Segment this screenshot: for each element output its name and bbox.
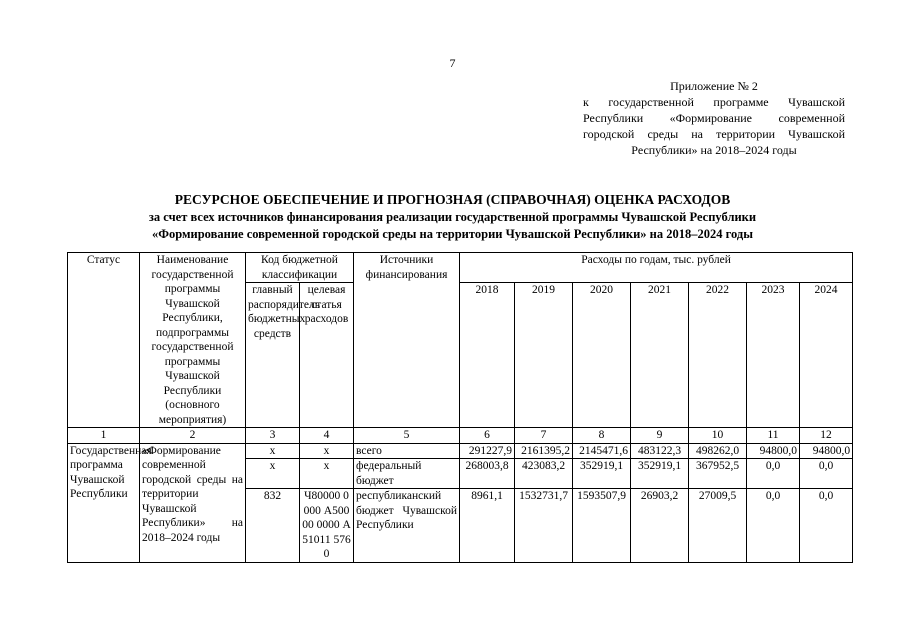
title-line-1: РЕСУРСНОЕ ОБЕСПЕЧЕНИЕ И ПРОГНОЗНАЯ (СПРАВОЧНАЯ) ОЦЕНКА РАСХОДОВ bbox=[174, 192, 731, 207]
table-row bbox=[68, 443, 853, 459]
value-cell: 268003,8 bbox=[460, 459, 515, 489]
value-cell: 8961,1 bbox=[460, 489, 515, 563]
header-budget-code: Код бюджетной классификации bbox=[246, 253, 354, 283]
header-year: 2021 bbox=[631, 283, 689, 428]
column-number: 4 bbox=[300, 428, 354, 444]
status-cell: Государственная программа Чувашской Республики bbox=[68, 443, 140, 562]
appendix-line-3: Республики «Формирование современной bbox=[583, 111, 845, 125]
column-number: 1 bbox=[68, 428, 140, 444]
header-year: 2018 bbox=[460, 283, 515, 428]
column-number: 5 bbox=[354, 428, 460, 444]
value-cell: 27009,5 bbox=[689, 489, 747, 563]
header-row-1 bbox=[68, 253, 853, 283]
target-cell: х bbox=[300, 443, 354, 459]
value-cell: 2161395,2 bbox=[515, 443, 573, 459]
value-cell: 1532731,7 bbox=[515, 489, 573, 563]
appendix-line-2: к государственной программе Чувашской bbox=[583, 95, 845, 109]
header-year: 2019 bbox=[515, 283, 573, 428]
header-year: 2024 bbox=[800, 283, 853, 428]
title-line-3: «Формирование современной городской среды на территории Чувашской Республики» на 2018–2024 годы bbox=[152, 227, 753, 241]
value-cell: 1593507,9 bbox=[573, 489, 631, 563]
column-number: 12 bbox=[800, 428, 853, 444]
header-name: Наименование государственной программы Чувашской Республики, подпрограммы государственной программы Чувашской Республики (основного мероприятия) bbox=[140, 253, 246, 428]
column-number: 7 bbox=[515, 428, 573, 444]
value-cell: 0,0 bbox=[800, 489, 853, 563]
header-sources: Источники финансирования bbox=[354, 253, 460, 428]
header-expenses: Расходы по годам, тыс. рублей bbox=[460, 253, 853, 283]
value-cell: 352919,1 bbox=[573, 459, 631, 489]
page-number: 7 bbox=[449, 56, 456, 70]
value-cell: 26903,2 bbox=[631, 489, 689, 563]
appendix-line-4: городской среды на территории Чувашской bbox=[583, 127, 845, 141]
header-year: 2020 bbox=[573, 283, 631, 428]
header-target-item: целевая статья расходов bbox=[300, 283, 354, 428]
value-cell: 291227,9 bbox=[460, 443, 515, 459]
value-cell: 2145471,6 bbox=[573, 443, 631, 459]
column-number: 11 bbox=[747, 428, 800, 444]
value-cell: 0,0 bbox=[747, 459, 800, 489]
title-line-2: за счет всех источников финансирования реализации государственной программы Чувашской Республики bbox=[148, 210, 757, 224]
resource-table bbox=[67, 252, 853, 563]
value-cell: 423083,2 bbox=[515, 459, 573, 489]
grbs-cell: 832 bbox=[246, 489, 300, 563]
source-cell: федеральный бюджет bbox=[354, 459, 460, 489]
appendix-line-1: Приложение № 2 bbox=[670, 79, 758, 93]
target-cell: Ч80000 0000 А50000 0000 А51011 5760 bbox=[300, 489, 354, 563]
value-cell: 352919,1 bbox=[631, 459, 689, 489]
header-year: 2023 bbox=[747, 283, 800, 428]
source-cell: всего bbox=[354, 443, 460, 459]
source-cell: республиканский бюджет Чувашской Республики bbox=[354, 489, 460, 563]
program-name-cell: «Формирование современной городской среды на территории Чувашской Республики» на 2018–2024 годы bbox=[140, 443, 246, 562]
column-number-row bbox=[68, 428, 853, 444]
value-cell: 0,0 bbox=[747, 489, 800, 563]
column-number: 2 bbox=[140, 428, 246, 444]
grbs-cell: х bbox=[246, 459, 300, 489]
value-cell: 498262,0 bbox=[689, 443, 747, 459]
value-cell: 483122,3 bbox=[631, 443, 689, 459]
appendix-line-5: Республики» на 2018–2024 годы bbox=[631, 143, 797, 157]
value-cell: 94800,0 bbox=[800, 443, 853, 459]
grbs-cell: х bbox=[246, 443, 300, 459]
document-title bbox=[0, 191, 905, 243]
header-status: Статус bbox=[68, 253, 140, 428]
value-cell: 0,0 bbox=[800, 459, 853, 489]
appendix-note bbox=[583, 78, 845, 158]
value-cell: 94800,0 bbox=[747, 443, 800, 459]
column-number: 3 bbox=[246, 428, 300, 444]
column-number: 8 bbox=[573, 428, 631, 444]
column-number: 10 bbox=[689, 428, 747, 444]
header-year: 2022 bbox=[689, 283, 747, 428]
target-cell: х bbox=[300, 459, 354, 489]
value-cell: 367952,5 bbox=[689, 459, 747, 489]
column-number: 9 bbox=[631, 428, 689, 444]
column-number: 6 bbox=[460, 428, 515, 444]
header-grbs: главный распорядитель бюджетных средств bbox=[246, 283, 300, 428]
